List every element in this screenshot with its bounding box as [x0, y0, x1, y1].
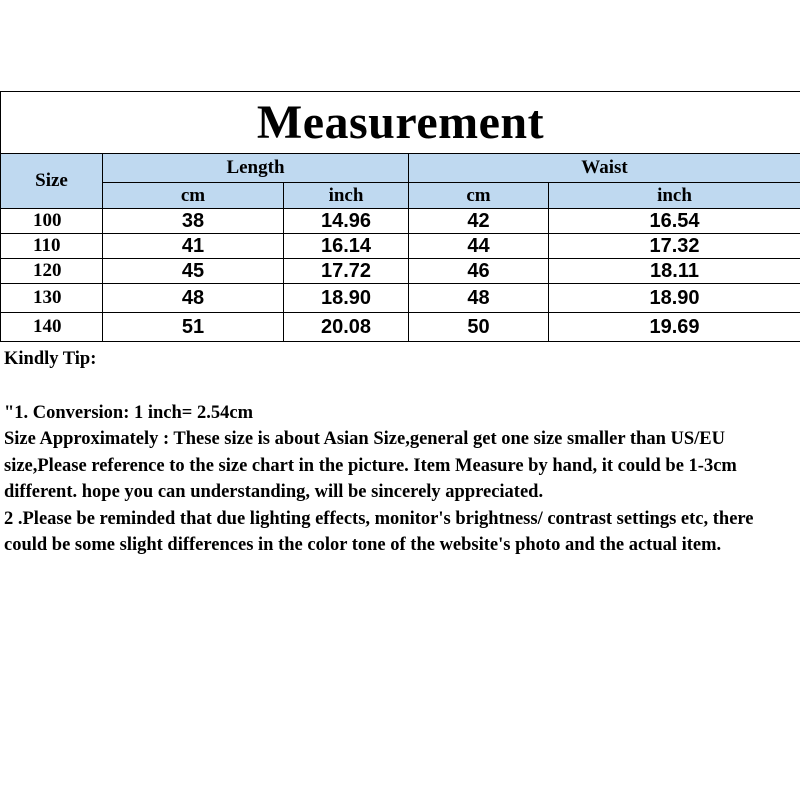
size-cell: 140 — [1, 313, 103, 342]
notes-section — [4, 346, 798, 559]
length-inch-cell: 20.08 — [284, 313, 409, 342]
size-approx-note: Size Approximately : These size is about Asian Size,general get one size smaller than US/EU size,Please reference to the size chart in the picture. Item Measure by hand, it could be 1-3cm different. hope you can understanding, will be sincerely appreciated. — [4, 429, 737, 502]
table-row — [1, 209, 800, 234]
length-cm-cell: 48 — [103, 284, 284, 313]
size-cell: 120 — [1, 259, 103, 284]
table-row — [1, 234, 800, 259]
chart-title: Measurement — [1, 92, 800, 154]
length-inch-header: inch — [284, 183, 409, 209]
length-cm-header: cm — [103, 183, 284, 209]
size-cell: 110 — [1, 234, 103, 259]
tip-heading: Kindly Tip: — [4, 349, 97, 369]
length-cm-cell: 41 — [103, 234, 284, 259]
conversion-note: "1. Conversion: 1 inch= 2.54cm — [4, 402, 253, 423]
length-header: Length — [103, 154, 409, 183]
waist-inch-cell: 19.69 — [549, 313, 800, 342]
waist-header: Waist — [409, 154, 800, 183]
length-inch-cell: 17.72 — [284, 259, 409, 284]
table-row — [1, 284, 800, 313]
length-cm-cell: 51 — [103, 313, 284, 342]
size-chart — [0, 91, 800, 342]
size-cell: 130 — [1, 284, 103, 313]
length-cm-cell: 38 — [103, 209, 284, 234]
waist-cm-cell: 46 — [409, 259, 549, 284]
length-cm-cell: 45 — [103, 259, 284, 284]
size-header: Size — [1, 154, 103, 209]
table-row — [1, 313, 800, 342]
spacer — [4, 373, 798, 400]
waist-cm-cell: 50 — [409, 313, 549, 342]
waist-inch-cell: 17.32 — [549, 234, 800, 259]
length-inch-cell: 14.96 — [284, 209, 409, 234]
waist-cm-cell: 44 — [409, 234, 549, 259]
size-table — [0, 91, 800, 342]
length-inch-cell: 16.14 — [284, 234, 409, 259]
waist-cm-header: cm — [409, 183, 549, 209]
size-cell: 100 — [1, 209, 103, 234]
length-inch-cell: 18.90 — [284, 284, 409, 313]
waist-inch-cell: 18.90 — [549, 284, 800, 313]
waist-inch-cell: 18.11 — [549, 259, 800, 284]
waist-inch-cell: 16.54 — [549, 209, 800, 234]
waist-inch-header: inch — [549, 183, 800, 209]
lighting-note: 2 .Please be reminded that due lighting effects, monitor's brightness/ contrast settings etc, there could be some slight differences in the color tone of the website's photo and the actual item. — [4, 508, 754, 555]
table-row — [1, 259, 800, 284]
waist-cm-cell: 48 — [409, 284, 549, 313]
waist-cm-cell: 42 — [409, 209, 549, 234]
